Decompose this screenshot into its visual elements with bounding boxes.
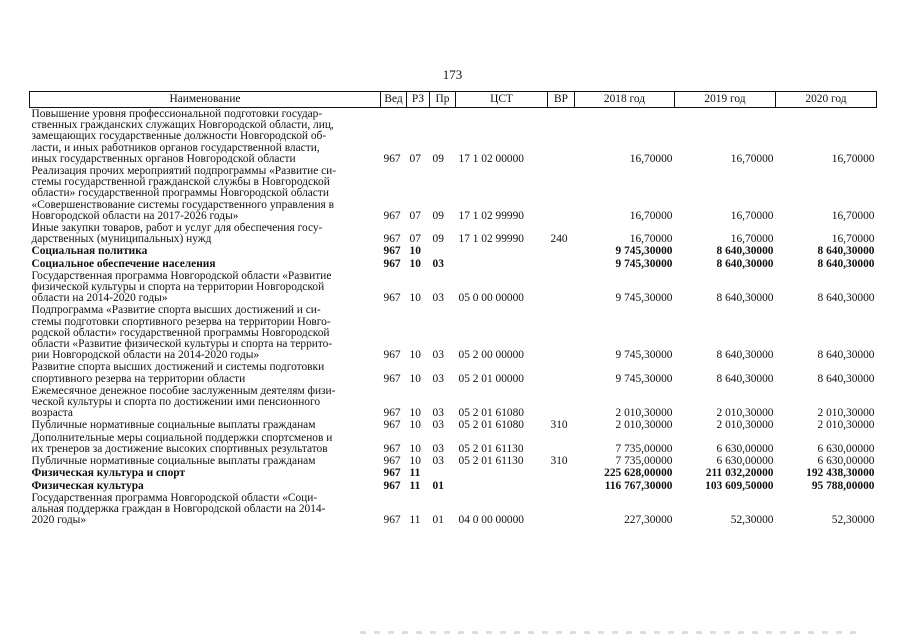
cell-y2019: 16,70000 <box>730 209 774 222</box>
table-row <box>30 245 877 257</box>
cell-name: Развитие спорта высших достижений и системы подготовки спортивного резерва на территории области <box>31 361 325 385</box>
cell-cst: 05 2 00 00000 <box>458 349 524 362</box>
cell-y2018: 9 745,30000 <box>615 372 673 385</box>
cell-rz: 11 <box>409 467 421 480</box>
header-vr: ВР <box>548 92 575 108</box>
cell-ved: 967 <box>383 372 401 385</box>
cell-y2018: 16,70000 <box>629 233 673 246</box>
cell-cst: 05 0 00 00000 <box>458 292 524 305</box>
cell-y2020: 16,70000 <box>831 209 875 222</box>
table-row <box>30 304 877 361</box>
cell-y2018: 2 010,30000 <box>615 419 673 432</box>
cell-vr <box>548 361 575 384</box>
cell-y2020: 192 438,30000 <box>806 467 875 480</box>
table-row <box>30 419 877 431</box>
cell-ved: 967 <box>383 419 401 432</box>
cell-name: Подпрограмма «Развитие спорта высших достижений и си- стемы подготовки спортивного резерва на территории Новго- родской области» государственной программы Новгородской области «Развитие физической культуры и спорта на террито- рии Новгородской области на 2014-2020 годы» <box>31 304 333 362</box>
table-row <box>30 108 877 166</box>
cell-vr <box>548 492 575 527</box>
cell-y2018: 9 745,30000 <box>615 292 673 305</box>
cell-y2020: 6 630,00000 <box>817 455 875 468</box>
cell-name: Публичные нормативные социальные выплаты гражданам <box>31 419 316 432</box>
cell-pr: 09 <box>432 152 444 165</box>
cell-y2019: 8 640,30000 <box>716 245 774 258</box>
cell-rz: 11 <box>409 479 421 492</box>
cell-y2018: 9 745,30000 <box>615 349 673 362</box>
cell-cst: 05 2 01 61080 <box>458 419 524 432</box>
cell-cst: 04 0 00 00000 <box>458 514 524 527</box>
cell-y2019: 6 630,00000 <box>716 442 774 455</box>
cell-rz: 10 <box>409 257 421 270</box>
cell-vr <box>548 385 575 420</box>
cell-rz: 10 <box>409 455 421 468</box>
cell-cst: 05 2 01 61130 <box>458 442 524 455</box>
cell-cst <box>456 467 548 479</box>
cell-y2020: 2 010,30000 <box>817 407 875 420</box>
cell-pr: 03 <box>432 372 444 385</box>
cell-y2019: 16,70000 <box>730 152 774 165</box>
cell-cst <box>456 258 548 270</box>
cell-y2019: 8 640,30000 <box>716 372 774 385</box>
cell-pr <box>430 245 456 257</box>
cell-cst <box>456 480 548 492</box>
cell-vr <box>548 432 575 455</box>
cell-vr: 310 <box>550 419 568 432</box>
table-row <box>30 258 877 270</box>
cell-y2018: 2 010,30000 <box>615 407 673 420</box>
cell-cst: 05 2 01 61080 <box>458 407 524 420</box>
cell-cst: 05 2 01 00000 <box>458 372 524 385</box>
cell-name: Дополнительные меры социальной поддержки спортсменов и их тренеров за достижение высоких спортивных результатов <box>31 431 333 455</box>
header-name: Наименование <box>30 92 381 108</box>
cell-pr: 03 <box>432 419 444 432</box>
page-number: 173 <box>442 67 463 82</box>
header-pr: Пр <box>430 92 456 108</box>
table-row <box>30 467 877 479</box>
cell-vr <box>548 467 575 479</box>
cell-name: Иные закупки товаров, работ и услуг для обеспечения госу- дарственных (муниципальных) нужд <box>31 222 323 246</box>
cell-y2019: 8 640,30000 <box>716 257 774 270</box>
cell-ved: 967 <box>383 257 401 270</box>
cell-name: Ежемесячное денежное пособие заслуженным деятелям физи- ческой культуры и спорта по достижении ими пенсионного возраста <box>31 384 336 420</box>
cell-cst <box>456 245 548 257</box>
budget-table <box>29 91 877 526</box>
cell-ved: 967 <box>383 442 401 455</box>
cell-y2020: 8 640,30000 <box>817 349 875 362</box>
cell-rz: 10 <box>409 245 421 258</box>
cell-name: Государственная программа Новгородской области «Развитие физической культуры и спорта на территории Новгородской области на 2014-2020 годы» <box>31 269 332 305</box>
cell-y2019: 52,30000 <box>730 514 774 527</box>
cell-pr <box>430 467 456 479</box>
cell-ved: 967 <box>383 407 401 420</box>
cell-y2019: 103 609,50000 <box>705 479 774 492</box>
cell-y2018: 225 628,00000 <box>604 467 673 480</box>
cell-y2018: 16,70000 <box>629 152 673 165</box>
cell-y2020: 8 640,30000 <box>817 372 875 385</box>
cell-y2019: 8 640,30000 <box>716 349 774 362</box>
cell-vr <box>548 165 575 222</box>
cell-y2018: 7 735,00000 <box>615 442 673 455</box>
cell-vr <box>548 270 575 305</box>
cell-y2020: 16,70000 <box>831 152 875 165</box>
cell-rz: 10 <box>409 292 421 305</box>
cell-cst: 17 1 02 99990 <box>458 209 524 222</box>
cell-name: Физическая культура <box>31 479 144 492</box>
cell-y2018: 9 745,30000 <box>615 257 673 270</box>
table-header-row <box>30 92 877 108</box>
cell-ved: 967 <box>383 152 401 165</box>
cell-name: Реализация прочих мероприятий подпрограммы «Развитие си- стемы государственной гражданской службы в Новгородской области» государственной программы Новгородской области «Совершенствование системы государственного управления в Новгородской области на 2017-2026 годы» <box>31 165 337 222</box>
cell-name: Физическая культура и спорт <box>31 467 186 480</box>
cell-name: Публичные нормативные социальные выплаты гражданам <box>31 455 316 468</box>
cell-rz: 10 <box>409 407 421 420</box>
header-2020: 2020 год <box>776 92 877 108</box>
scan-artifact <box>360 631 860 634</box>
table-row <box>30 455 877 467</box>
cell-rz: 10 <box>409 442 421 455</box>
cell-y2019: 6 630,00000 <box>716 455 774 468</box>
cell-ved: 967 <box>383 292 401 305</box>
cell-pr: 03 <box>432 442 444 455</box>
table-row <box>30 222 877 245</box>
cell-rz: 10 <box>409 419 421 432</box>
cell-y2019: 2 010,30000 <box>716 419 774 432</box>
cell-ved: 967 <box>383 479 401 492</box>
cell-name: Государственная программа Новгородской области «Соци- альная поддержка граждан в Новгородской области на 2014- 2020 годы» <box>31 491 326 527</box>
header-2019: 2019 год <box>675 92 776 108</box>
table-row <box>30 361 877 384</box>
cell-vr <box>548 258 575 270</box>
cell-ved: 967 <box>383 209 401 222</box>
cell-name: Повышение уровня профессиональной подготовки государ- ственных гражданских служащих Новгородской области, лиц, замещающих государственные должности Новгородской об- ласти, и иных работников органов государственной власти, иных государственных органов Новгородской области <box>31 108 334 165</box>
cell-rz: 11 <box>409 514 421 527</box>
cell-pr: 03 <box>432 455 444 468</box>
cell-y2019: 8 640,30000 <box>716 292 774 305</box>
cell-rz: 10 <box>409 349 421 362</box>
cell-rz: 07 <box>409 209 421 222</box>
cell-ved: 967 <box>383 514 401 527</box>
table-row <box>30 270 877 305</box>
cell-rz: 07 <box>409 233 421 246</box>
cell-y2020: 8 640,30000 <box>817 292 875 305</box>
cell-cst: 05 2 01 61130 <box>458 455 524 468</box>
cell-y2020: 52,30000 <box>831 514 875 527</box>
cell-vr <box>548 304 575 361</box>
header-cst: ЦСТ <box>456 92 548 108</box>
cell-y2018: 9 745,30000 <box>615 245 673 258</box>
cell-y2018: 227,30000 <box>624 514 673 527</box>
cell-vr: 240 <box>550 233 568 246</box>
cell-y2020: 2 010,30000 <box>817 419 875 432</box>
cell-y2019: 16,70000 <box>730 233 774 246</box>
table-row <box>30 492 877 527</box>
cell-y2020: 8 640,30000 <box>817 245 875 258</box>
cell-ved: 967 <box>383 245 401 258</box>
cell-vr <box>548 108 575 166</box>
cell-ved: 967 <box>383 467 401 480</box>
cell-vr <box>548 245 575 257</box>
cell-y2018: 7 735,00000 <box>615 455 673 468</box>
cell-pr: 03 <box>432 349 444 362</box>
cell-cst: 17 1 02 99990 <box>458 233 524 246</box>
cell-ved: 967 <box>383 349 401 362</box>
cell-pr: 09 <box>432 209 444 222</box>
table-row <box>30 385 877 420</box>
cell-pr: 03 <box>432 407 444 420</box>
cell-ved: 967 <box>383 455 401 468</box>
cell-pr: 03 <box>432 292 444 305</box>
cell-pr: 03 <box>432 257 444 270</box>
cell-name: Социальное обеспечение населения <box>31 257 216 270</box>
cell-y2019: 211 032,20000 <box>705 467 774 480</box>
cell-y2020: 95 788,00000 <box>811 479 875 492</box>
table-body <box>30 108 877 527</box>
cell-pr: 01 <box>432 514 444 527</box>
cell-ved: 967 <box>383 233 401 246</box>
cell-rz: 07 <box>409 152 421 165</box>
table-row <box>30 165 877 222</box>
header-rz: РЗ <box>407 92 430 108</box>
table-row <box>30 432 877 455</box>
cell-y2020: 6 630,00000 <box>817 442 875 455</box>
cell-cst: 17 1 02 00000 <box>458 152 524 165</box>
header-ved: Вед <box>381 92 407 108</box>
cell-vr <box>548 480 575 492</box>
cell-name: Социальная политика <box>31 245 148 258</box>
cell-y2018: 16,70000 <box>629 209 673 222</box>
cell-pr: 09 <box>432 233 444 246</box>
cell-y2020: 8 640,30000 <box>817 257 875 270</box>
table-row <box>30 480 877 492</box>
cell-pr: 01 <box>432 479 444 492</box>
header-2018: 2018 год <box>575 92 675 108</box>
cell-y2018: 116 767,30000 <box>604 479 673 492</box>
cell-y2020: 16,70000 <box>831 233 875 246</box>
cell-y2019: 2 010,30000 <box>716 407 774 420</box>
cell-vr: 310 <box>550 455 568 468</box>
cell-rz: 10 <box>409 372 421 385</box>
